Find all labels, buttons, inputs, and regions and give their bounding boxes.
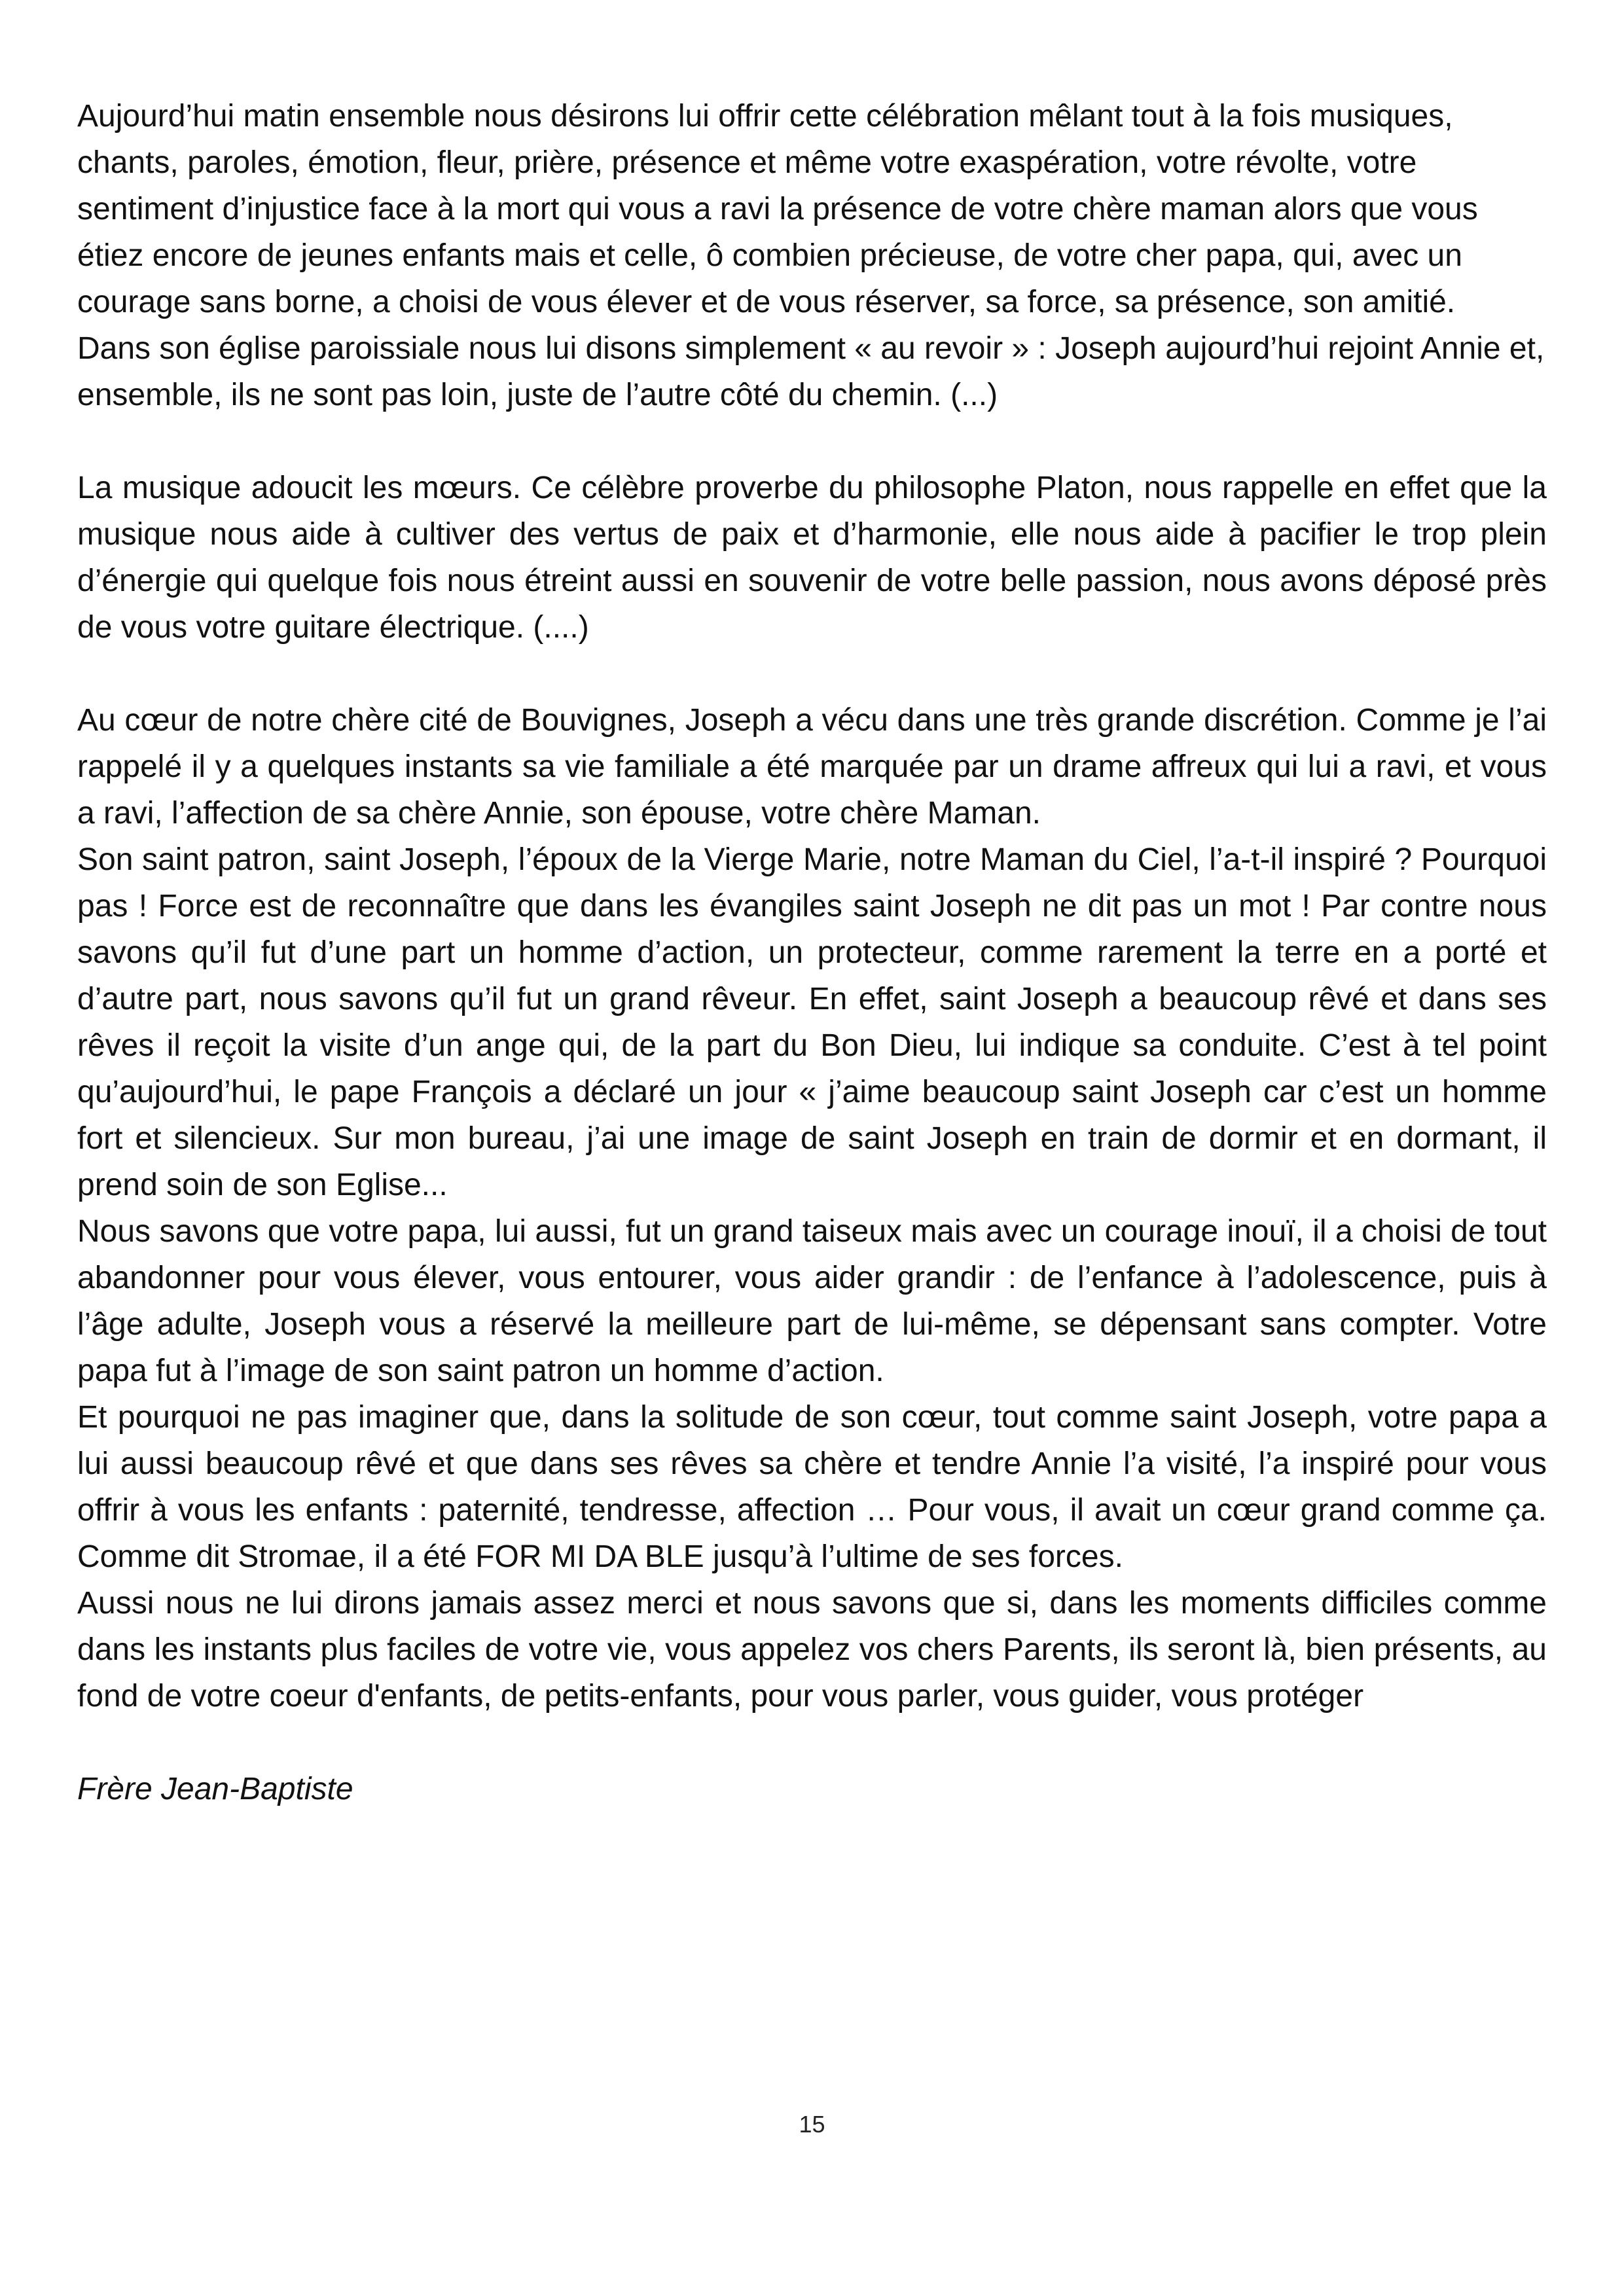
paragraph-3: La musique adoucit les mœurs. Ce célèbre proverbe du philosophe Platon, nous rappelle en effet que la musique nous aide à cultiver des vertus de paix et d’harmonie, elle nous aide à pacifier le trop plein d’énergie qui quelque fois nous étreint aussi en souvenir de votre belle passion, nous avons déposé près de vous votre guitare électrique. (....) — [77, 471, 1547, 645]
paragraph-7: Et pourquoi ne pas imaginer que, dans la solitude de son cœur, tout comme saint Joseph, votre papa a lui aussi beaucoup rêvé et que dans ses rêves sa chère et tendre Annie l’a visité, l’a inspiré pour vous offrir à vous les enfants : paternité, tendresse, affection … Pour vous, il avait un cœur grand comme ça. Comme dit Stromae, il a été FOR MI DA BLE jusqu’à l’ultime de ses forces. — [77, 1400, 1547, 1574]
paragraph-4: Au cœur de notre chère cité de Bouvignes, Joseph a vécu dans une très grande discrétion. Comme je l’ai rappelé il y a quelques instants sa vie familiale a été marquée par un drame affreux qui lui a ravi, et vous a ravi, l’affection de sa chère Annie, son épouse, votre chère Maman. — [77, 703, 1547, 831]
paragraph-gap — [77, 651, 1547, 697]
page-number: 15 — [799, 2111, 825, 2138]
paragraph-8: Aussi nous ne lui dirons jamais assez merci et nous savons que si, dans les moments difficiles comme dans les instants plus faciles de votre vie, vous appelez vos chers Parents, ils seront là, bien présents, au fond de votre coeur d'enfants, de petits-enfants, pour vous parler, vous guider, vous protéger — [77, 1586, 1547, 1713]
paragraph-5: Son saint patron, saint Joseph, l’époux de la Vierge Marie, notre Maman du Ciel, l’a-t-il inspiré ? Pourquoi pas ! Force est de reconnaître que dans les évangiles saint Joseph ne dit pas un mot ! Par contre nous savons qu’il fut d’une part un homme d’action, un protecteur, comme rarement la terre en a porté et d’autre part, nous savons qu’il fut un grand rêveur. En effet, saint Joseph a beaucoup rêvé et dans ses rêves il reçoit la visite d’un ange qui, de la part du Bon Dieu, lui indique sa conduite. C’est à tel point qu’aujourd’hui, le pape François a déclaré un jour « j’aime beaucoup saint Joseph car c’est un homme fort et silencieux. Sur mon bureau, j’ai une image de saint Joseph en train de dormir et en dormant, il prend soin de son Eglise... — [77, 842, 1547, 1202]
paragraph-6: Nous savons que votre papa, lui aussi, fut un grand taiseux mais avec un courage inouï, il a choisi de tout abandonner pour vous élever, vous entourer, vous aider grandir : de l’enfance à l’adolescence, puis à l’âge adulte, Joseph vous a réservé la meilleure part de lui-même, se dépensant sans compter. Votre papa fut à l’image de son saint patron un homme d’action. — [77, 1214, 1547, 1388]
paragraph-1: Aujourd’hui matin ensemble nous désirons lui offrir cette célébration mêlant tout à la fois musiques, chants, paroles, émotion, fleur, prière, présence et même votre exaspération, votre révolte, votre sentiment d’injustice face à la mort qui vous a ravi la présence de votre chère maman alors que vous étiez encore de jeunes enfants mais et celle, ô combien précieuse, de votre cher papa, qui, avec un courage sans borne, a choisi de vous élever et de vous réserver, sa force, sa présence, son amitié. — [77, 99, 1478, 319]
paragraph-gap — [77, 418, 1547, 465]
paragraph-2: Dans son église paroissiale nous lui disons simplement « au revoir » : Joseph aujourd’hui rejoint Annie et, ensemble, ils ne sont pas loin, juste de l’autre côté du chemin. (...) — [77, 331, 1545, 412]
signature: Frère Jean-Baptiste — [77, 1772, 353, 1806]
